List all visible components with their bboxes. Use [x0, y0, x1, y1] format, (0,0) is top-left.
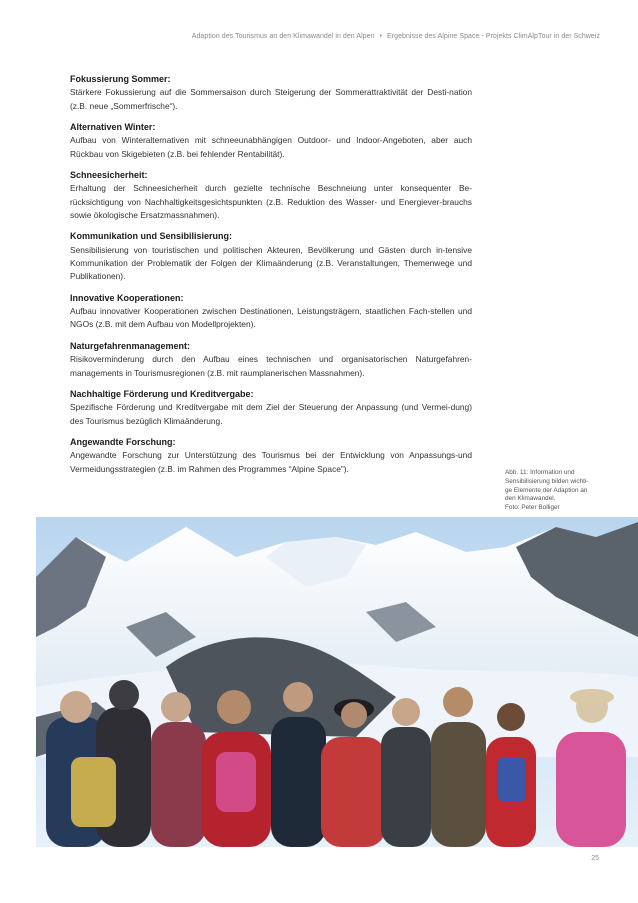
- section-alternativen-winter: [70, 121, 472, 161]
- section-body: Angewandte Forschung zur Unterstützung des Tourismus bei der Entwicklung von Anpassungs-und Vermeidungsstrategien (z.B. im Rahmen des Programmes “Alpine Space”).: [70, 450, 472, 474]
- section-naturgefahren: [70, 340, 472, 380]
- section-body: Stärkere Fokussierung auf die Sommersaison durch Steigerung der Sommerattraktivität der Desti-nation (z.B. neue „Sommerfrische“).: [70, 87, 472, 111]
- section-body: Risikoverminderung durch den Aufbau eines technischen und organisatorischen Naturgefahren-managements in Tourismusregionen (z.B. mit raumplanerischen Massnahmen).: [70, 354, 472, 378]
- section-body: Sensibilisierung von touristischen und politischen Akteuren, Bevölkerung und Gästen durch in-tensive Kommunikation der Problematik der Folgen der Klimaänderung (z.B. Veranstaltungen, Themenwege und Publikationen).: [70, 244, 472, 282]
- caption-line: ge Elemente der Adaption an: [505, 486, 588, 494]
- section-title: Schneesicherheit:: [70, 170, 148, 181]
- section-body: Erhaltung der Schneesicherheit durch gezielte technische Beschneiung unter konsequenter Be-rücksichtigung von Nachhaltigkeitsgesichtspunkten (z.B. Reduktion des Wasser- und Energiever-brauchs sowie ökologische Ersatzmassnahmen).: [70, 183, 472, 221]
- section-title: Naturgefahrenmanagement:: [70, 340, 191, 351]
- figure-caption: [505, 469, 605, 513]
- section-fokussierung-sommer: [70, 73, 472, 113]
- mountain-tourists-illustration: [36, 517, 638, 847]
- section-kommunikation: [70, 230, 472, 283]
- alpine-photo: [36, 517, 638, 847]
- page-number: 25: [591, 855, 599, 862]
- section-body: Aufbau innovativer Kooperationen zwischen Destinationen, Leistungsträgern, staatlichen Fach-stellen und NGOs (z.B. mit dem Aufbau von Modellprojekten).: [70, 306, 472, 330]
- caption-line: Abb. 11: Information und: [505, 469, 575, 476]
- header-right-text: Ergebnisse des Alpine Space - Projekts ClimAlpTour in der Schweiz: [387, 33, 600, 40]
- section-foerderung: [70, 388, 472, 428]
- section-title: Fokussierung Sommer:: [70, 74, 171, 84]
- running-header: [192, 33, 600, 40]
- section-forschung: [70, 436, 472, 476]
- section-body: Aufbau von Winteralternativen mit schneeunabhängigen Outdoor- und Indoor-Angeboten, aber auch Rückbau von Skigebieten (z.B. bei fehlender Rentabilität).: [70, 135, 472, 159]
- section-title: Alternativen Winter:: [70, 122, 156, 133]
- section-schneesicherheit: [70, 169, 472, 222]
- section-title: Nachhaltige Förderung und Kreditvergabe:: [70, 388, 254, 399]
- section-title: Angewandte Forschung:: [70, 436, 176, 447]
- caption-line: den Klimawandel.: [505, 495, 556, 503]
- section-kooperationen: [70, 292, 472, 332]
- header-left-text: Adaption des Tourismus an den Klimawandel in den Alpen: [191, 33, 375, 40]
- section-title: Innovative Kooperationen:: [70, 292, 184, 303]
- main-text-column: [70, 73, 472, 484]
- header-separator: •: [379, 33, 383, 40]
- caption-credit: Foto: Peter Bolliger: [505, 504, 560, 512]
- caption-line: Sensibilisierung bilden wichti-: [505, 477, 589, 485]
- section-body: Spezifische Förderung und Kreditvergabe mit dem Ziel der Steuerung der Anpassung (und Vermei-dung) des Tourismus bezüglich Klimaänderung.: [70, 402, 472, 426]
- section-title: Kommunikation und Sensibilisierung:: [70, 231, 233, 242]
